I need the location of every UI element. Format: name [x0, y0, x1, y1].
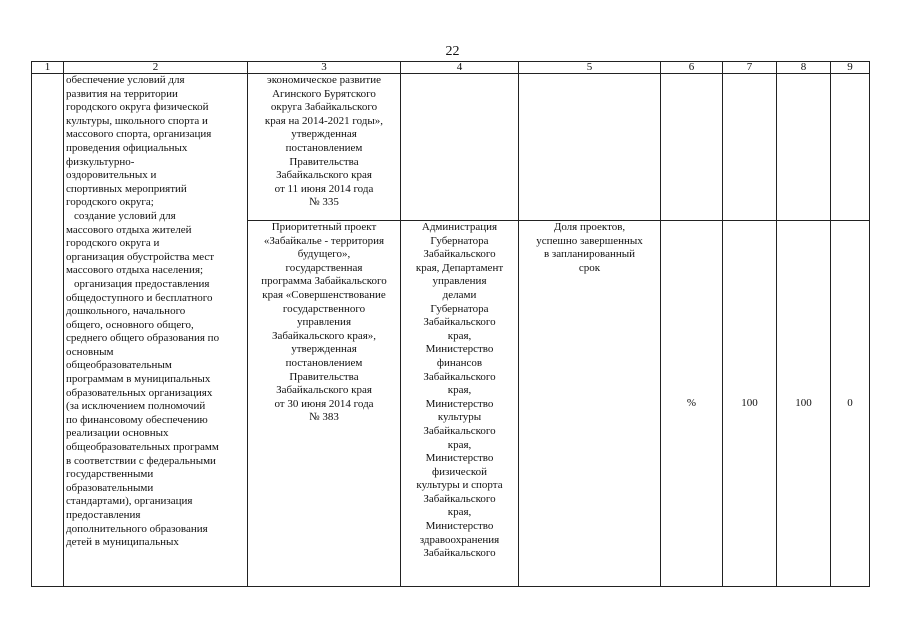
text-line: утвержденная — [291, 343, 357, 356]
text-line: спортивных мероприятий — [66, 182, 187, 195]
text-line: от 11 июня 2014 года — [274, 182, 374, 195]
text-line: культуры и спорта — [416, 479, 503, 492]
header-col-4: 4 — [401, 62, 519, 74]
text-line: общеобразовательных программ — [66, 441, 219, 454]
text-line: постановлением — [285, 356, 363, 369]
text-line: округа Забайкальского — [270, 101, 378, 114]
text-line: постановлением — [285, 141, 363, 154]
text-line: Забайкальского — [423, 370, 496, 383]
indicator-name-cell — [519, 221, 661, 587]
header-col-2: 2 — [64, 62, 248, 74]
text-line: Забайкальского — [423, 547, 496, 560]
text-line: предоставления — [66, 509, 141, 521]
header-col-8: 8 — [777, 62, 831, 74]
text-line: Губернатора — [430, 234, 489, 247]
text-line: «Забайкалье - территория — [263, 234, 385, 247]
responsible-agencies-cell — [401, 221, 519, 587]
text-line: Забайкальского края — [276, 169, 372, 182]
text-line: общего, основного общего, — [66, 318, 194, 331]
text-line: создание условий для — [74, 209, 176, 222]
text-line: здравоохранения — [419, 533, 500, 546]
text-line: Правительства — [289, 370, 359, 383]
text-line: организация предоставления — [74, 277, 210, 290]
text-line: дошкольного, начального — [66, 305, 186, 318]
text-line: Забайкальского — [423, 424, 496, 437]
text-line: успешно завершенных — [536, 234, 643, 247]
text-line: финансов — [436, 356, 483, 369]
header-row — [32, 62, 870, 74]
empty-cell — [831, 74, 870, 221]
empty-cell — [661, 74, 723, 221]
text-line: городского округа; — [66, 196, 154, 209]
text-line: управления — [296, 316, 352, 329]
text-line: образовательных организациях — [66, 386, 213, 399]
text-line: развития на территории — [66, 87, 178, 100]
text-line: Забайкальского края», — [271, 329, 377, 342]
text-line: Губернатора — [430, 302, 489, 315]
text-line: обеспечение условий для — [66, 74, 185, 86]
text-line: городского округа и — [66, 237, 160, 250]
text-line: края «Совершенствование — [262, 288, 386, 301]
text-line: в запланированный — [543, 248, 636, 261]
text-line: дополнительного образования — [66, 522, 208, 535]
text-line: утвержденная — [291, 128, 357, 141]
text-line: края, — [447, 329, 472, 342]
text-line: будущего», — [297, 248, 351, 261]
text-line: края, — [447, 438, 472, 451]
text-line: делами — [442, 288, 477, 301]
program-cell — [248, 221, 401, 587]
header-col-3: 3 — [248, 62, 401, 74]
value-col9-cell: 0 — [831, 221, 870, 587]
program-cell — [248, 74, 401, 221]
text-line: Министерство — [425, 397, 494, 410]
text-line: Министерство — [425, 520, 494, 533]
text-line: Правительства — [289, 155, 359, 168]
text-line: реализации основных — [66, 427, 169, 440]
text-line: Доля проектов, — [553, 221, 626, 233]
text-line: образовательными — [66, 481, 154, 494]
measures-table — [31, 61, 870, 587]
text-line: от 30 июня 2014 года — [274, 397, 374, 410]
text-line: проведения официальных — [66, 141, 188, 154]
text-line: Министерство — [425, 452, 494, 465]
text-line: по финансовому обеспечению — [66, 413, 208, 426]
text-line: Администрация — [421, 221, 498, 233]
text-line: общеобразовательным — [66, 359, 172, 372]
text-line: Забайкальского — [423, 248, 496, 261]
text-line: Министерство — [425, 343, 494, 356]
text-line: края, — [447, 384, 472, 397]
text-line: программам в муниципальных — [66, 373, 211, 386]
table-row — [32, 74, 870, 221]
text-line: массового отдыха жителей — [66, 223, 192, 236]
header-col-7: 7 — [723, 62, 777, 74]
text-line: основным — [66, 345, 114, 358]
empty-cell — [519, 74, 661, 221]
text-line: края, — [447, 506, 472, 519]
text-line: № 335 — [309, 196, 339, 209]
text-line: культуры, школьного спорта и — [66, 114, 208, 127]
page-number: 22 — [445, 44, 460, 59]
text-line: среднего общего образования по — [66, 332, 220, 345]
unit-cell: % — [661, 221, 723, 587]
text-line: общедоступного и бесплатного — [66, 291, 213, 304]
powers-cell — [64, 74, 248, 587]
value-col8-cell: 100 — [777, 221, 831, 587]
text-line: государственного — [282, 302, 366, 315]
text-line: культуры — [437, 411, 482, 424]
text-line: программа Забайкальского — [261, 275, 387, 288]
text-line: Приоритетный проект — [271, 221, 377, 233]
text-line: Забайкальского — [423, 316, 496, 329]
text-line: массового отдыха населения; — [66, 264, 204, 277]
empty-cell — [723, 74, 777, 221]
text-line: Забайкальского — [423, 492, 496, 505]
text-line: оздоровительных и — [66, 169, 157, 182]
empty-cell — [777, 74, 831, 221]
text-line: края на 2014-2021 годы», — [264, 114, 384, 127]
header-col-1: 1 — [32, 62, 64, 74]
row-number-cell — [32, 74, 64, 587]
empty-cell — [401, 74, 519, 221]
text-line: (за исключением полномочий — [66, 400, 206, 413]
header-col-9: 9 — [831, 62, 870, 74]
text-line: организация обустройства мест — [66, 250, 215, 263]
text-line: управления — [432, 275, 487, 288]
text-line: срок — [578, 261, 601, 274]
text-line: края, Департамент — [415, 261, 504, 274]
header-col-6: 6 — [661, 62, 723, 74]
text-line: государственными — [66, 468, 154, 481]
text-line: Забайкальского края — [276, 384, 372, 397]
text-line: Агинского Бурятского — [272, 87, 376, 100]
text-line: детей в муниципальных — [66, 536, 179, 549]
text-line: экономическое развитие — [266, 74, 382, 86]
text-line: № 383 — [309, 411, 339, 424]
text-line: физической — [432, 465, 487, 478]
text-line: физкультурно- — [66, 155, 135, 168]
text-line: массового спорта, организация — [66, 128, 212, 141]
text-line: в соответствии с федеральными — [66, 454, 216, 467]
text-line: городского округа физической — [66, 101, 209, 114]
header-col-5: 5 — [519, 62, 661, 74]
text-line: государственная — [285, 261, 363, 274]
value-col7-cell: 100 — [723, 221, 777, 587]
text-line: стандартами), организация — [66, 495, 193, 508]
